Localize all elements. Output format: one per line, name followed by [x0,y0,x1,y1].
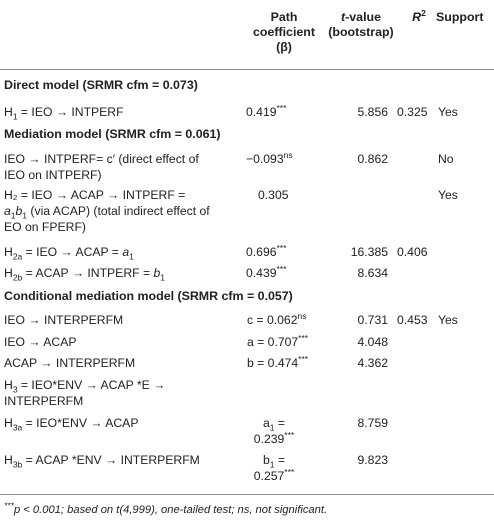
row-cm1-r2: 0.453 [397,313,428,327]
h3b-coef-line1 [234,452,314,468]
row-h2b-coef [246,265,286,281]
h3a-coef-sup: *** [284,429,295,440]
header-t-rest: -value [345,10,381,24]
h3a-rest: = IEO*ENV → ACAP [22,416,139,430]
direct-effect-coef-sup: ns [283,149,293,160]
header-t-value-line2: (bootstrap) [328,25,394,39]
h3a-coef-line2 [234,431,314,447]
row-h1-coef [246,104,286,120]
h2b-prefix: H [4,266,13,280]
header-t-value-line1 [316,10,406,25]
row-direct-effect-coef [246,151,293,167]
h3b-sub: 3b [12,459,23,470]
row-h2b-t: 8.634 [357,266,388,280]
h1-coef-value: 0.419 [246,105,277,119]
h2a-a: a [122,245,130,259]
row-h2a-r2: 0.406 [397,245,428,259]
h1-coef-sup: *** [276,102,287,113]
row-cm3-t: 4.362 [357,356,388,370]
h3-rest: = IEO*ENV → ACAP *E → [17,378,166,392]
header-path-coefficient [244,10,324,55]
row-cm2-label: IEO → ACAP [4,335,77,349]
h3b-coef-b: b [262,453,270,467]
row-cm1-label: IEO → INTERPERFM [4,313,124,327]
cm2-coef-sup: *** [298,332,309,343]
row-direct-effect-support: No [438,152,454,166]
cm3-coef-value: b = 0.474 [247,356,299,370]
row-h2-line3: EO on FPERF) [4,220,86,234]
row-h3b-t: 9.823 [357,453,388,467]
header-r2-italic: R [412,10,422,24]
cm3-coef-sup: *** [298,353,309,364]
h2-a: a [4,204,11,218]
h3b-coef-line2 [234,468,314,484]
row-direct-effect-t: 0.862 [357,152,388,166]
row-h2a-t: 16.385 [350,245,388,259]
section-conditional-mediation: Conditional mediation model (SRMR cfm = 0.057) [4,289,293,303]
row-h2a-label [4,244,134,260]
h2b-b: b [153,266,161,280]
cm2-coef-value: a = 0.707 [247,335,299,349]
cm1-coef-value: c = 0.062 [247,313,298,327]
header-t-value [316,10,406,40]
h3b-coef-eq: = [274,453,286,467]
h3a-coef-a: a [262,416,270,430]
section-mediation-model: Mediation model (SRMR cfm = 0.061) [4,127,221,141]
header-support: Support [436,10,484,24]
h2-line2-rest: (via ACAP) (total indirect effect of [27,204,210,218]
h2b-b-sub: 1 [160,272,165,283]
row-cm1-t: 0.731 [357,313,388,327]
h2a-sub: 2a [12,251,23,262]
footer-divider [0,494,494,495]
h1-sub: 1 [12,111,18,122]
h2a-a-sub: 1 [129,251,134,262]
row-cm2-t: 4.048 [357,335,388,349]
h2a-prefix: H [4,245,13,259]
row-h3a-coef [234,415,314,447]
row-h2-line2 [4,203,210,219]
h3b-prefix: H [4,453,13,467]
footnote-text: p < 0.001; based on t(4,999), one-tailed test; ns, not significant. [13,504,328,516]
h2b-rest: = ACAP → INTPERF = [22,266,154,280]
row-cm3-label: ACAP → INTERPERFM [4,356,136,370]
row-h2-support: Yes [438,188,458,202]
row-h3b-coef [234,452,314,484]
header-r2 [404,7,434,25]
h3a-coef-value: 0.239 [253,432,285,446]
cm1-coef-sup: ns [297,310,307,321]
footnote [4,502,327,518]
h3b-coef-b-sub: 1 [269,459,275,470]
row-h2-line1: H₂ = IEO → ACAP → INTPERF = [4,188,186,202]
h1-rest: = IEO → INTPERF [17,105,124,119]
row-h2-coef: 0.305 [258,188,289,202]
row-h1-support: Yes [438,105,458,119]
header-path-line1: Path [270,10,298,24]
row-h3a-t: 8.759 [357,416,388,430]
h2a-coef-sup: *** [276,242,287,253]
h2a-coef-value: 0.696 [246,245,277,259]
h2b-coef-value: 0.439 [246,266,277,280]
row-cm1-coef [247,312,306,328]
h3b-rest: = ACAP *ENV → INTERPERFM [22,453,200,467]
h3a-coef-line1 [234,415,314,431]
direct-effect-coef-value: −0.093 [246,152,284,166]
h2a-rest: = IEO → ACAP = [22,245,123,259]
h3a-coef-a-sub: 1 [269,422,275,433]
h3b-coef-sup: *** [284,466,295,477]
h2-b-sub: 1 [22,210,28,221]
h1-prefix: H [4,105,13,119]
row-h1-label [4,104,124,120]
h3a-sub: 3a [12,422,23,433]
row-h2a-coef [246,244,286,260]
row-h3-line2: INTERPERFM [4,394,84,408]
h2-a-sub: 1 [10,210,16,221]
row-direct-effect-line2: IEO on INTPERF) [4,168,102,182]
row-h2b-label [4,265,165,281]
h3a-coef-eq: = [274,416,286,430]
h3a-prefix: H [4,416,13,430]
row-h3b-label [4,452,200,468]
footnote-sup: *** [4,500,14,511]
row-cm1-support: Yes [438,313,458,327]
row-h1-r2: 0.325 [397,105,428,119]
header-path-line3: (β) [276,40,292,54]
section-direct-model: Direct model (SRMR cfm = 0.073) [4,78,198,92]
h2b-sub: 2b [12,272,23,283]
header-t-italic: t [341,10,346,24]
header-r2-sup: 2 [421,7,426,18]
header-divider [0,69,494,70]
row-direct-effect-line1: IEO → INTPERF= c′ (direct effect of [4,152,199,166]
h3-sub: 3 [12,384,18,395]
header-path-line2: coefficient [253,25,315,39]
h3-prefix: H [4,378,13,392]
h2-b: b [15,204,23,218]
h2b-coef-sup: *** [276,263,287,274]
row-h3-line1 [4,377,165,393]
row-cm3-coef [247,355,308,371]
row-cm2-coef [247,334,308,350]
row-h3a-label [4,415,138,431]
h3b-coef-value: 0.257 [253,469,285,483]
row-h1-t: 5.856 [357,105,388,119]
